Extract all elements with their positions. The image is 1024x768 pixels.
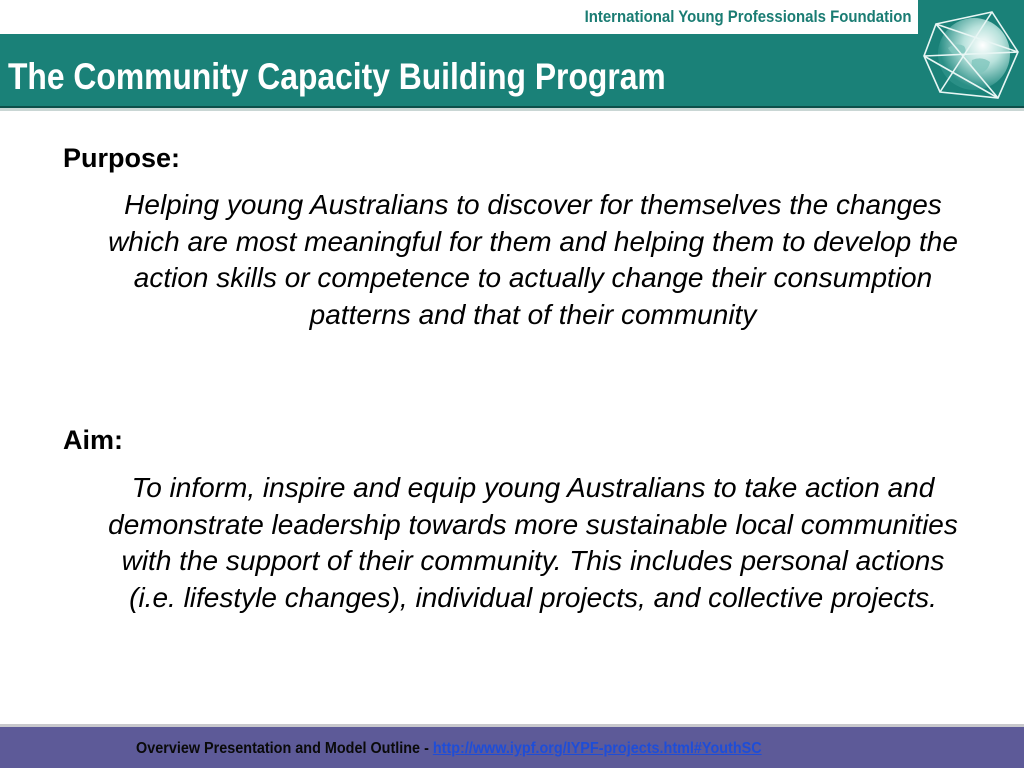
slide-title: The Community Capacity Building Program <box>8 56 666 97</box>
aim-text: To inform, inspire and equip young Australians to take action and demonstrate leadership towards more sustainable local communities with the support of their community. This includes personal actions (i.e. lifestyle changes), individual projects, and collective projects. <box>108 472 958 613</box>
footer-text <box>136 740 762 758</box>
purpose-heading: Purpose: <box>63 143 181 173</box>
slide-footer <box>0 724 1024 768</box>
aim-heading: Aim: <box>63 425 123 455</box>
org-name: International Young Professionals Foundation <box>585 7 912 26</box>
footer-link[interactable]: http://www.iypf.org/IYPF-projects.html#YouthSC <box>432 740 762 757</box>
purpose-text: Helping young Australians to discover for themselves the changes which are most meaningful for them and helping them to develop the action skills or competence to actually change their consumption patterns and that of their community <box>108 189 958 330</box>
footer-label: Overview Presentation and Model Outline - <box>136 740 433 757</box>
